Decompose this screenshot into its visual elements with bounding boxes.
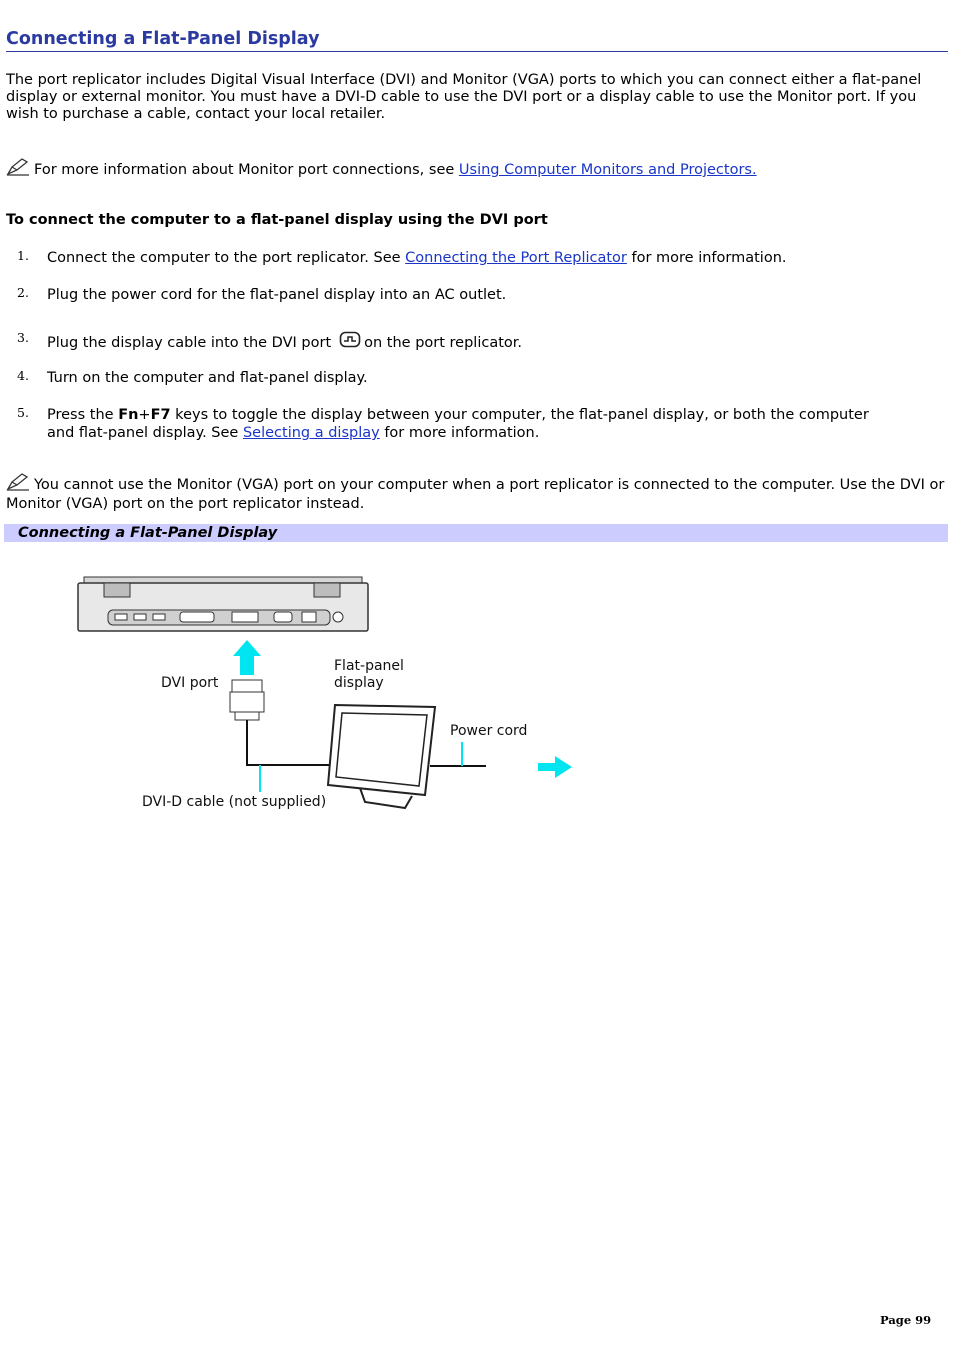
- dvi-port-icon: [339, 331, 361, 354]
- right-arrow-icon: [538, 756, 572, 778]
- label-dvi-port: DVI port: [161, 675, 219, 691]
- figure-title-bar: [4, 524, 948, 542]
- link-port-replicator[interactable]: Connecting the Port Replicator: [405, 250, 627, 266]
- link-monitors-projectors[interactable]: Using Computer Monitors and Projectors.: [458, 162, 757, 178]
- dvi-connector-illustration: [230, 680, 335, 765]
- pencil-note-icon: [6, 473, 30, 496]
- step-number: 4.: [17, 368, 29, 383]
- page-title: Connecting a Flat-Panel Display: [6, 29, 948, 52]
- link-selecting-display[interactable]: Selecting a display: [242, 425, 380, 441]
- step-number: 1.: [17, 248, 29, 263]
- note-monitor-info: [6, 158, 948, 181]
- connection-figure: [70, 570, 590, 824]
- step-number: 2.: [17, 285, 29, 300]
- label-display: display: [334, 675, 384, 691]
- key-f7: F7: [150, 407, 171, 423]
- step-text: Plug the power cord for the flat-panel display into an AC outlet.: [47, 287, 507, 303]
- key-fn: Fn: [118, 407, 139, 423]
- connection-diagram: [70, 570, 590, 820]
- step-number: 5.: [17, 405, 29, 420]
- label-flat-panel: Flat-panel: [334, 658, 404, 674]
- note-text: You cannot use the Monitor (VGA) port on your computer when a port replicator is connected to the computer. Use the DVI or Monitor (VGA) port on the port replicator instead.: [6, 477, 945, 512]
- page-number: Page 99: [880, 1313, 932, 1327]
- pencil-note-icon: [6, 158, 30, 181]
- step-text: Connect the computer to the port replicator. See Connecting the Port Replicator for more information.: [47, 250, 787, 266]
- label-dvi-d-cable: DVI-D cable (not supplied): [142, 794, 327, 810]
- up-arrow-icon: [233, 640, 261, 675]
- step-text: Plug the display cable into the DVI port on the port replicator.: [47, 331, 937, 354]
- intro-paragraph: The port replicator includes Digital Visual Interface (DVI) and Monitor (VGA) ports to which you can connect either a flat-panel display or external monitor. You must have a DVI-D cable to use the DVI port or a display cable to use the Monitor port. If you wish to purchase a cable, contact your local retailer.: [6, 72, 922, 122]
- step-number: 3.: [17, 330, 29, 345]
- step-text: Turn on the computer and flat-panel display.: [47, 370, 368, 386]
- note-vga-port: [6, 473, 948, 513]
- procedure-title: To connect the computer to a flat-panel display using the DVI port: [6, 212, 548, 228]
- label-power-cord: Power cord: [450, 723, 528, 739]
- port-replicator-illustration: [78, 577, 368, 631]
- flat-panel-monitor-illustration: [328, 705, 435, 808]
- figure-title: Connecting a Flat-Panel Display: [18, 525, 278, 541]
- step-text: Press the Fn+F7 keys to toggle the display between your computer, the flat-panel display, or both the computer and flat-panel display. See Selecting a display for more information.: [47, 407, 869, 441]
- note-text: For more information about Monitor port connections, see: [34, 162, 459, 178]
